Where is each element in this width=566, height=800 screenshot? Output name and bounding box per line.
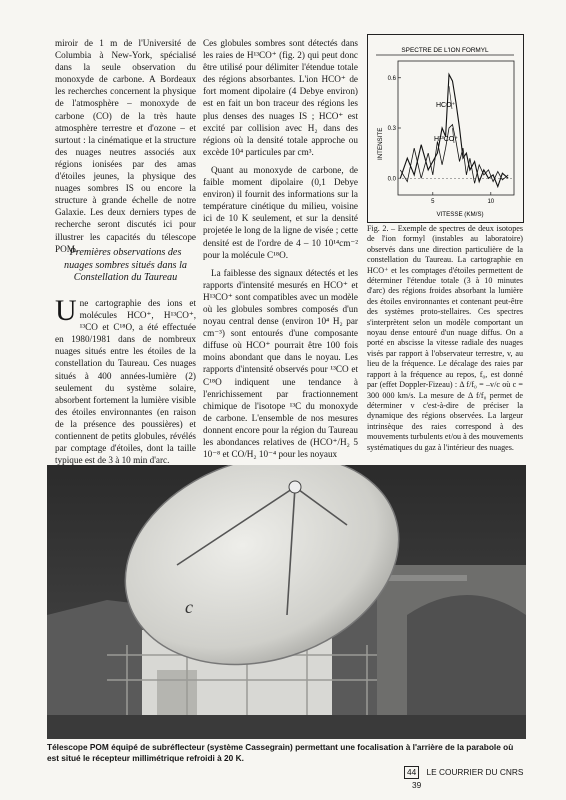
section-body: [55, 294, 196, 472]
y-tick-label: 0.0: [387, 176, 396, 183]
column-1: [55, 37, 196, 261]
issue-number: 44: [404, 766, 419, 779]
section-heading: Premières observations des nuages sombres situés dans la Constellation du Taureau: [63, 247, 187, 283]
paragraph-intro: miroir de 1 m de l'Université de Columbia à New-York, spécialisé dans la seule observation du monoxyde de carbone. A Bordeaux les recherches concernent la physique de l'atmosphère – monoxyde de carbone (CO) de la très haute atmosphère terrestre et d'ozone – et surtout : la cinématique et la structure des nuages neutres associés aux régions ionisées par des amas d'étoiles jeunes, la physique des nuages sombres IS ou encore la structure à grande échelle de notre Galaxie. Les deux derniers types de recherche seront discutés ici pour illustrer les capacités du télescope POM.: [55, 38, 196, 254]
page-number: 39: [412, 780, 422, 790]
paragraph-co: Quant au monoxyde de carbone, de faible moment dipolaire (0,1 Debye environ) il fournit des informations sur la température cinétique du milieu, voisine ici de 10 K seulement, et sur la densité projetée le long de la ligne de visée ; cette densité est de l'ordre de 4 – 10 10¹⁴cm⁻² pour la molécule C¹⁸O.: [203, 164, 358, 260]
series-label-hco: HCO⁺: [436, 102, 456, 109]
journal-name: LE COURRIER DU CNRS: [426, 767, 524, 777]
plot-area: [388, 61, 514, 205]
photo-caption: Télescope POM équipé de subréflecteur (système Cassegrain) permettant une focalisation à l'arrière de la parabole où est situé le récepteur millimétrique refroidi à 20 K.: [47, 742, 514, 763]
x-tick-label: 10: [487, 199, 495, 205]
x-axis-label: VITESSE (KM/S): [436, 211, 484, 218]
column-2: [203, 37, 358, 466]
y-tick-label: 0.3: [387, 126, 396, 132]
x-tick-label: 5: [431, 199, 435, 205]
spectrum-chart: [368, 35, 523, 222]
chart-title: SPECTRE DE L'ION FORMYL: [401, 47, 489, 54]
telescope-image: [47, 465, 526, 739]
drop-cap: U: [55, 294, 77, 327]
series-line-hco: [400, 74, 508, 186]
figure-caption: Fig. 2. – Exemple de spectres de deux isotopes de l'ion formyl (instables au laboratoire) observés dans une direction particulière de la constellation du Taureau. La cartographie en HCO⁺ et les comptages d'étoiles permettent de déterminer l'étendue totale (3 à 10 minutes d'arc) des régions froides absorbant la lumière des étoiles environnantes et contenant peut-être des systèmes proto-stellaires. Ces spectres s'interprètent selon un modèle comportant un noyau dense entouré d'un nuage diffus. On a porté en abscisse la vitesse radiale des nuages visés par rapport à l'observateur terrestre, v, au lieu de la fréquence. Le décalage des raies par rapport à la fréquence au repos, f₀, est donné par (effet Doppler-Fizeau) : Δ f/f₀ = –v/c où c = 300 000 km/s. La mesure de Δ f/f₀ permet de déterminer v c'est-à-dire de préciser la dynamique des régions observées. La largeur intrinsèque des raies correspond à des mouvements turbulents et/ou à des mouvements systématiques du gaz à l'intérieur des nuages.: [367, 224, 523, 452]
series-label-h13co: H¹³CO⁺: [434, 136, 458, 143]
paragraph-taurus: ne cartographie des ions et molécules HCO⁺, H¹³CO⁺, ¹³CO et C¹⁸O, a été effectuée en 1980/1981 dans de nombreux nuages situés entre les étoiles de la constellation du Taureau. Ces nuages situés à 400 années-lumière (2) seulement du système solaire, absorbent fortement la lumière visible des étoiles environnantes (en raison de la présence des poussières) et contiennent de petits globules, révélés par comptage d'étoiles, dont la taille typique est de 3 à 10 min d'arc.: [55, 298, 196, 466]
paragraph-globules: Ces globules sombres sont détectés dans les raies de H¹³CO⁺ (fig. 2) qui peut donc être utilisé pour délimiter l'étendue totale des régions absorbantes. L'ion HCO⁺ de fort moment dipolaire (4 Debye environ) est en fait un bon traceur des régions les plus denses des nuages IS ; HCO⁺ est excité par collision avec H₂ dans des régions où la densité totale approche ou excède 10⁴ particules par cm³.: [203, 38, 358, 157]
spectrum-figure: [367, 34, 524, 223]
svg-text:c: c: [185, 597, 193, 617]
y-axis-label: INTENSITE: [377, 127, 384, 160]
page-footer: [404, 766, 534, 790]
series-line-h13co: [400, 125, 508, 184]
y-tick-label: 0.6: [387, 75, 396, 82]
paragraph-signals: La faiblesse des signaux détectés et les rapports d'intensité mesurés en HCO⁺ et H¹³CO⁺ sont compatibles avec un modèle où les globules sombres composés d'un noyau central dense (environ 10⁴ H₂ par cm⁻³) sont entourés d'une composante diffuse où HCO⁺ pourrait être 100 fois moins abondant que dans le noyau. Les rapports d'intensité observés pour ¹³CO et C¹⁸O indiquent une tendance à l'enrichissement par fractionnement chimique de l'isotope ¹³C du monoxyde de carbone. L'ensemble de nos mesures donnent encore pour la région du Taureau les abondances relatives de (HCO⁺/H₂ 5 10⁻⁸ et CO/H₂ 10⁻⁴ pour les noyaux: [203, 267, 358, 460]
telescope-photo: [47, 465, 526, 739]
